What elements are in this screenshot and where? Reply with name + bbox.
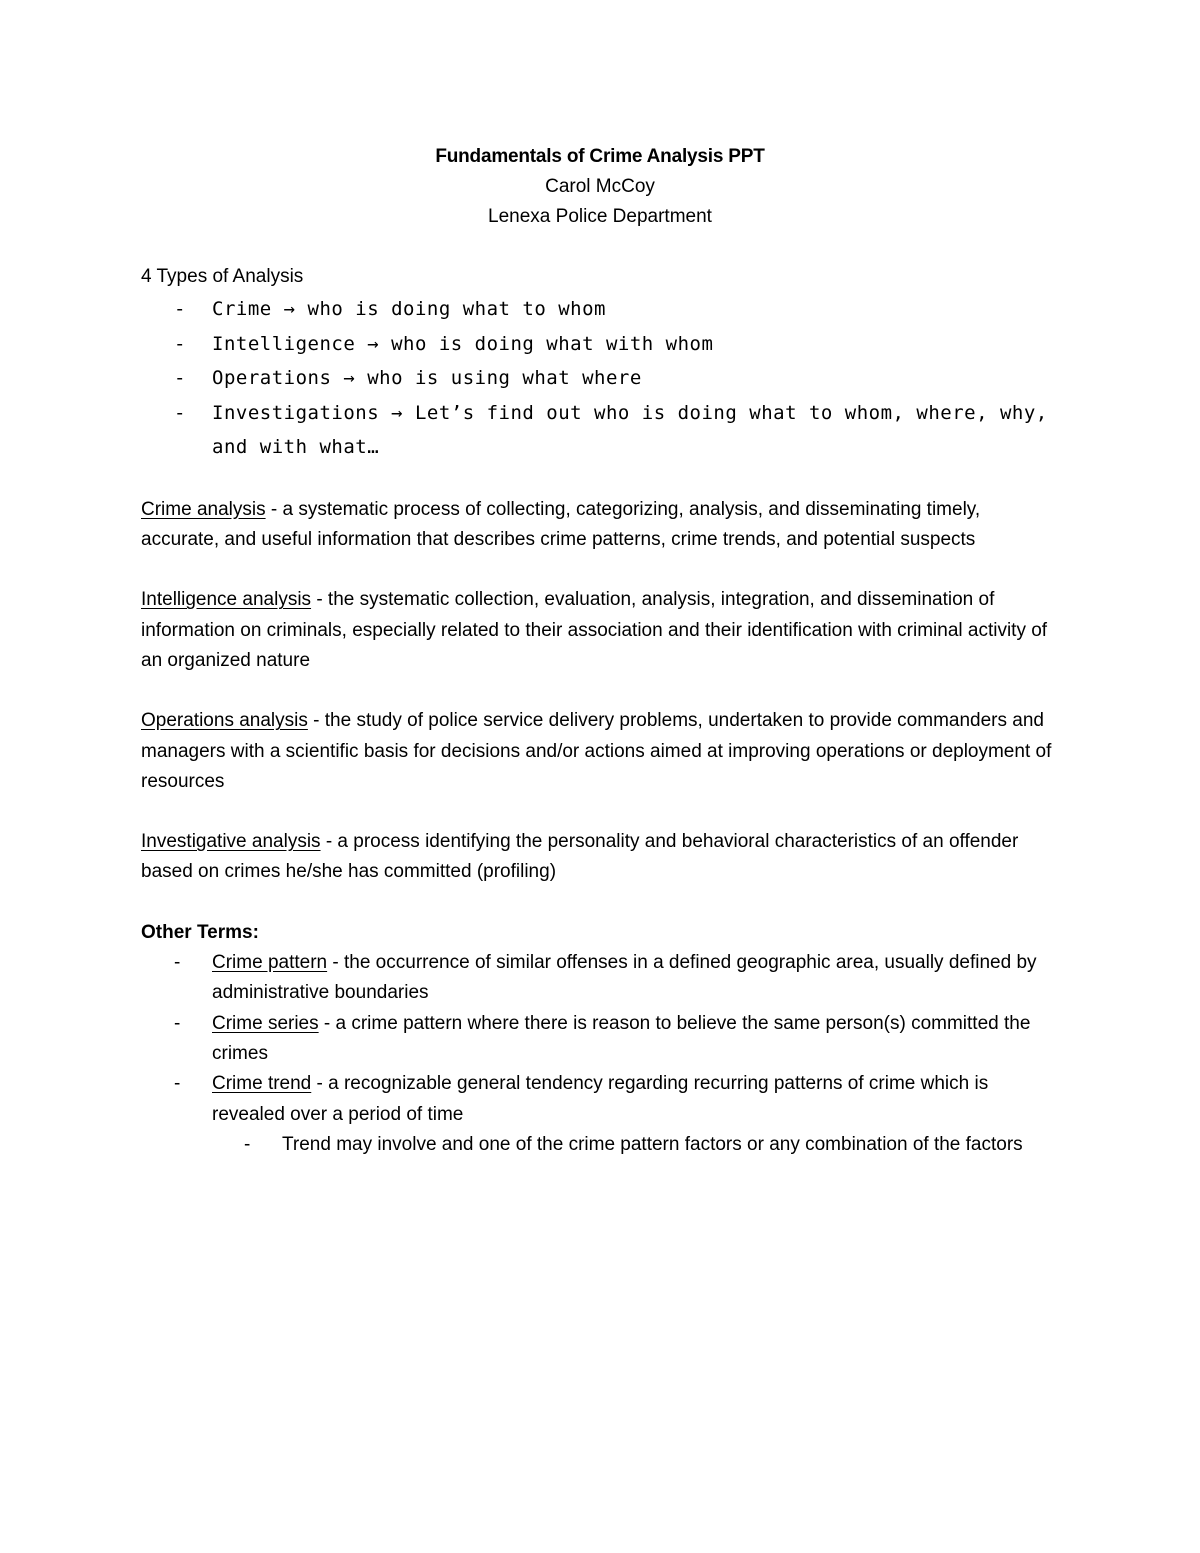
list-item: - Intelligence → who is doing what with whom (141, 327, 1061, 362)
definition-text: - the systematic collection, evaluation, analysis, integration, and dissemination of information on criminals, especially related to their association and their identification with criminal activity of an organized nature (141, 589, 1048, 671)
term-text: - the occurrence of similar offenses in a defined geographic area, usually defined by administrative boundaries (212, 952, 1037, 1004)
definition-term: Operations analysis (141, 710, 308, 732)
definition-operations-analysis (141, 706, 1061, 797)
document-title: Fundamentals of Crime Analysis PPT (435, 146, 765, 167)
document-header (0, 142, 1200, 232)
spacer (141, 888, 1061, 918)
definition-investigative-analysis (141, 827, 1061, 888)
other-terms-sublist (141, 1130, 1061, 1160)
definition-intelligence-analysis (141, 585, 1061, 676)
term-label: Crime pattern (212, 952, 328, 974)
definition-text: - the study of police service delivery problems, undertaken to provide commanders and managers with a scientific basis for decisions and/or actions aimed at improving operations or deployment of resources (141, 710, 1052, 792)
author-name: Carol McCoy (545, 176, 655, 197)
spacer (141, 465, 1061, 495)
spacer (141, 555, 1061, 585)
term-text: - a crime pattern where there is reason to believe the same person(s) committed the crimes (212, 1012, 1031, 1064)
list-item (141, 1009, 1061, 1070)
term-label: Crime trend (212, 1073, 312, 1095)
definition-term: Intelligence analysis (141, 589, 312, 611)
definition-term: Investigative analysis (141, 831, 321, 853)
organization-name: Lenexa Police Department (488, 206, 712, 227)
definition-text: - a process identifying the personality and behavioral characteristics of an offender based on crimes he/she has committed (profiling) (141, 831, 1019, 883)
definition-text: - a systematic process of collecting, categorizing, analysis, and disseminating timely, accurate, and useful information that describes crime patterns, crime trends, and potential suspects (141, 498, 981, 551)
spacer (141, 797, 1061, 827)
term-label: Crime series (212, 1012, 319, 1034)
definition-crime-analysis (141, 495, 1061, 556)
list-item: - Operations → who is using what where (141, 361, 1061, 396)
types-list (141, 292, 1061, 465)
document-body (141, 262, 1061, 1160)
list-item: - Trend may involve and one of the crime pattern factors or any combination of the factors (141, 1130, 1061, 1160)
list-item: - Investigations → Let’s find out who is doing what to whom, where, why, and with what… (141, 396, 1061, 465)
types-section-label: 4 Types of Analysis (141, 266, 304, 287)
definition-term: Crime analysis (141, 498, 266, 520)
list-item: - Crime → who is doing what to whom (141, 292, 1061, 327)
list-item (141, 1069, 1061, 1130)
list-item (141, 948, 1061, 1009)
other-terms-heading: Other Terms: (141, 921, 259, 943)
spacer (141, 676, 1061, 706)
other-terms-list (141, 948, 1061, 1130)
term-text: - a recognizable general tendency regarding recurring patterns of crime which is revealed over a period of time (212, 1073, 989, 1125)
